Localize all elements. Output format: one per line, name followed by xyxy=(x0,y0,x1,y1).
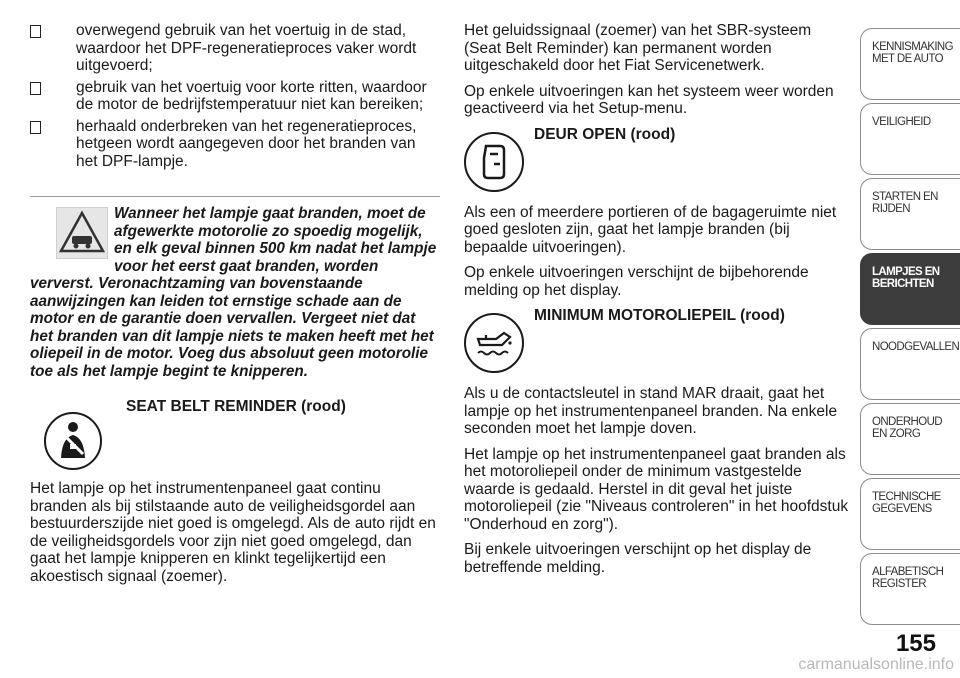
door-open-section xyxy=(464,126,849,204)
tab-onderhoud-en-zorg[interactable]: ONDERHOUD EN ZORG xyxy=(860,403,960,475)
bullet-box-icon xyxy=(30,121,41,134)
setup-paragraph: Op enkele uitvoeringen kan het systeem weer worden geactiveerd via het Setup-menu. xyxy=(464,82,834,117)
oil-level-icon xyxy=(464,313,524,373)
list-item: overwegend gebruik van het voertuig in de stad, waardoor het DPF-regeneratieproces vaker wordt uitgevoerd; xyxy=(30,22,440,75)
bullet-box-icon xyxy=(30,25,41,38)
seatbelt-paragraph: Het lampje op het instrumentenpaneel gaat continu branden als bij stilstaande auto de veiligheidsgordel aan bestuurderszijde niet goed is omgelegd. Als de auto rijdt en de veiligheidsgordels voor zijn niet goed omgelegd, dan gaat het lampje knipperen en klinkt tegelijkertijd een akoestisch signaal (zoemer). xyxy=(30,480,436,585)
list-item: herhaald onderbreken van het regeneratieproces, hetgeen wordt aangegeven door het branden van het DPF-lampje. xyxy=(30,118,440,171)
tab-lampjes-en-berichten[interactable]: LAMPJES EN BERICHTEN xyxy=(860,253,960,325)
list-item: gebruik van het voertuig voor korte ritten, waardoor de motor de bedrijfstemperatuur niet kan bereiken; xyxy=(30,79,440,114)
watermark: carmanualsonline.info xyxy=(798,656,954,673)
oil-level-title: MINIMUM MOTOROLIEPEIL (rood) xyxy=(534,307,785,324)
right-column xyxy=(464,22,849,584)
page-number: 155 xyxy=(895,630,936,657)
door-open-icon xyxy=(464,132,524,192)
tab-veiligheid[interactable]: VEILIGHEID xyxy=(860,103,960,175)
chapter-tabs xyxy=(860,0,960,678)
door-paragraph: Op enkele uitvoeringen verschijnt de bijbehorende melding op het display. xyxy=(464,264,809,299)
left-column xyxy=(30,22,440,593)
warning-text: Wanneer het lampje gaat branden, moet de afgewerkte motorolie zo spoedig mogelijk, en elk geval binnen 500 km nadat het lampje voor het eerst gaat branden, worden ververst. Veronachtzaming van bovenstaande aanwijzingen kan leiden tot ernstige schade aan de motor en de garantie doen vervallen. Vergeet niet dat het branden van dit lampje niets te maken heeft met het oliepeil in de motor. Voeg dus absoluut geen motorolie toe als het lampje begint te knipperen. xyxy=(30,205,437,380)
tab-alfabetisch-register[interactable]: ALFABETISCH REGISTER xyxy=(860,553,960,625)
seatbelt-icon xyxy=(44,412,102,470)
cause-list xyxy=(30,22,440,170)
oil-level-section xyxy=(464,307,849,385)
seatbelt-title: SEAT BELT REMINDER (rood) xyxy=(126,398,346,415)
oil-paragraph: Het lampje op het instrumentenpaneel gaat branden als het motoroliepeil onder de minimum vastgestelde waarde is gedaald. Herstel in dit geval het juiste motoroliepeil (zie "Niveaus controleren" in het hoofdstuk "Onderhoud en zorg"). xyxy=(464,445,849,533)
car-warning-icon xyxy=(56,207,108,259)
oil-paragraph: Bij enkele uitvoeringen verschijnt op het display de betreffende melding. xyxy=(464,541,812,576)
tab-noodgevallen[interactable]: NOODGEVALLEN xyxy=(860,328,960,400)
seatbelt-section xyxy=(30,398,440,476)
tab-technische-gegevens[interactable]: TECHNISCHE GEGEVENS xyxy=(860,478,960,550)
warning-block xyxy=(30,205,440,380)
door-open-title: DEUR OPEN (rood) xyxy=(534,125,676,143)
warning-divider xyxy=(30,196,440,197)
tab-kennismaking[interactable]: KENNISMAKING MET DE AUTO xyxy=(860,28,960,100)
oil-paragraph: Als u de contactsleutel in stand MAR draait, gaat het lampje op het instrumentenpaneel branden. Na enkele seconden moet het lampje doven. xyxy=(464,385,838,437)
tab-starten-en-rijden[interactable]: STARTEN EN RIJDEN xyxy=(860,178,960,250)
bullet-box-icon xyxy=(30,82,41,95)
sbr-paragraph: Het geluidssignaal (zoemer) van het SBR-systeem (Seat Belt Reminder) kan permanent worden uitgeschakeld door het Fiat Servicenetwerk. xyxy=(464,22,812,74)
door-paragraph: Als een of meerdere portieren of de bagageruimte niet goed gesloten zijn, gaat het lampje branden (bij bepaalde uitvoeringen). xyxy=(464,203,837,256)
